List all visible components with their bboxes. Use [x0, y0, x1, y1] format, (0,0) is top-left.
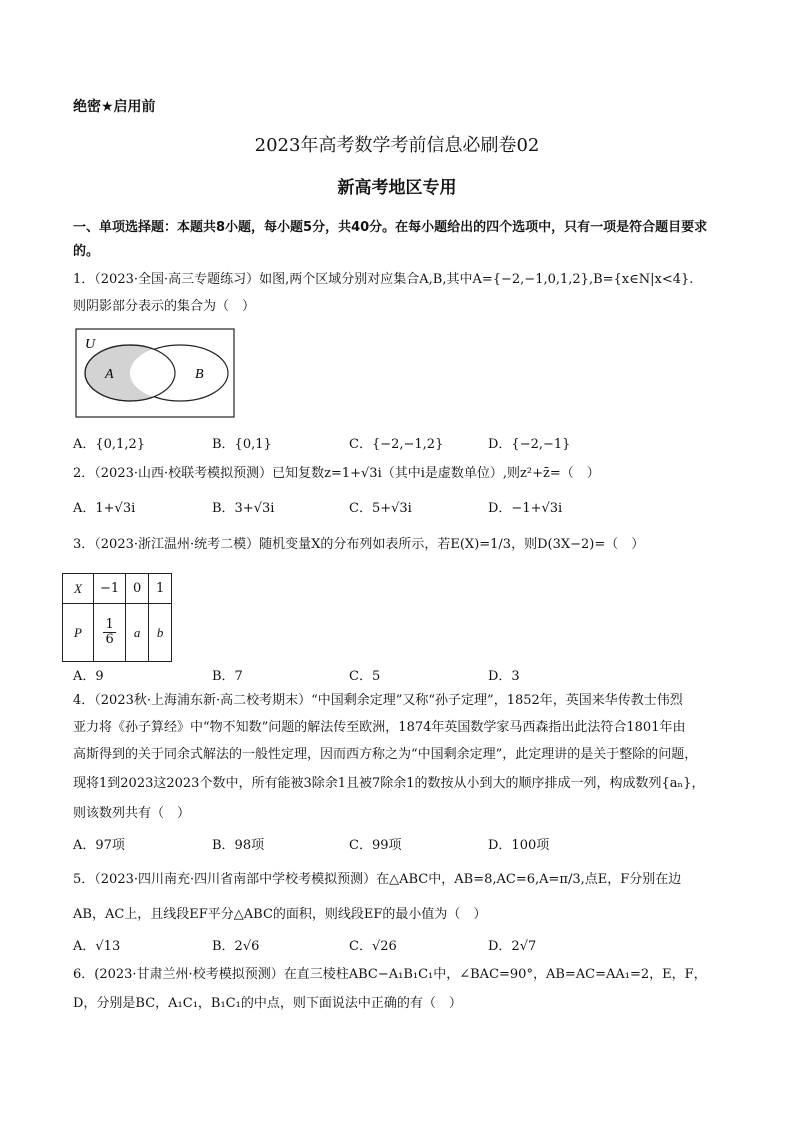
q1-option-a: A．{0,1,2} — [73, 437, 146, 452]
q5-stem-line2: AB，AC上，且线段EF平分△ABC的面积，则线段EF的最小值为（ ） — [73, 907, 487, 922]
table-cell-fraction — [94, 604, 126, 662]
q6-stem-line1: 6．(2023·甘肃兰州·校考模拟预测）在直三棱柱ABC−A₁B₁C₁中，∠BAC=90°，AB=AC=AA₁=2，E，F， — [73, 967, 707, 982]
q5-stem-line1: 5．（2023·四川南充·四川省南部中学校考模拟预测）在△ABC中，AB=8,AC=6,A=π/3,点E，F分别在边 — [73, 872, 682, 887]
q1-option-c: C．{−2,−1,2} — [349, 437, 444, 452]
section-heading: 一、单项选择题：本题共8小题，每小题5分，共40分。在每小题给出的四个选项中，只有一项是符合题目要求的。 — [73, 220, 708, 259]
q4-option-d: D．100项 — [488, 838, 550, 853]
venn-label-b: B — [195, 367, 204, 382]
table-cell: 1 — [149, 574, 172, 604]
q5-option-b: B．2√6 — [212, 939, 260, 954]
q4-stem-line4: 现将1到2023这2023个数中，所有能被3除余1且被7除余1的数按从小到大的顺序排成一列，构成数列{aₙ}， — [73, 776, 705, 791]
q1-stem-line2: 则阴影部分表示的集合为（ ） — [73, 299, 256, 314]
q5-option-d: D．2√7 — [488, 939, 537, 954]
q4-stem-line5: 则该数列共有（ ） — [73, 806, 191, 821]
table-cell: 0 — [126, 574, 149, 604]
q6-stem-line2: D，分别是BC，A₁C₁，B₁C₁的中点，则下面说法中正确的有（ ） — [73, 996, 462, 1011]
q2-stem: 2．（2023·山西·校联考模拟预测）已知复数z=1+√3i（其中i是虚数单位）,则z²+z̄=（ ） — [73, 466, 600, 481]
q4-option-a: A．97项 — [73, 838, 125, 853]
q5-option-c: C．√26 — [349, 939, 397, 954]
q3-option-d: D．3 — [488, 669, 520, 684]
fraction-denominator: 6 — [105, 632, 114, 647]
venn-label-u: U — [85, 337, 96, 352]
q2-option-a: A．1+√3i — [73, 501, 136, 516]
q3-option-a: A．9 — [73, 669, 104, 684]
confidential-label: 绝密★启用前 — [73, 99, 156, 115]
q4-stem-line2: 亚力将《孙子算经》中“物不知数”问题的解法传至欧洲，1874年英国数学家马西森指出此法符合1801年由 — [73, 720, 686, 735]
distribution-table — [62, 573, 172, 662]
q4-stem-line3: 高斯得到的关于同余式解法的一般性定理，因而西方称之为“中国剩余定理”，此定理讲的是关于整除的问题， — [73, 747, 698, 762]
q4-option-b: B．98项 — [212, 838, 265, 853]
venn-diagram — [75, 328, 237, 420]
table-cell: b — [149, 604, 172, 662]
q2-option-b: B．3+√3i — [212, 501, 275, 516]
exam-subtitle: 新高考地区专用 — [337, 178, 457, 198]
venn-label-a: A — [105, 367, 114, 382]
q1-option-d: D．{−2,−1} — [488, 437, 571, 452]
table-cell: X — [63, 574, 94, 604]
q2-option-c: C．5+√3i — [349, 501, 412, 516]
fraction-numerator: 1 — [105, 617, 114, 632]
q2-option-d: D．−1+√3i — [488, 501, 563, 516]
exam-title: 2023年高考数学考前信息必刷卷02 — [254, 135, 540, 156]
q5-option-a: A．√13 — [73, 939, 121, 954]
q1-option-b: B．{0,1} — [212, 437, 272, 452]
q4-option-c: C．99项 — [349, 838, 402, 853]
q3-option-b: B．7 — [212, 669, 243, 684]
q3-stem: 3．（2023·浙江温州·统考二模）随机变量X的分布列如表所示，若E(X)=1/3，则D(3X−2)=（ ） — [73, 537, 645, 552]
q1-stem-line1: 1．（2023·全国·高三专题练习）如图,两个区域分别对应集合A,B,其中A={−2,−1,0,1,2},B={x∈N|x<4}. — [73, 272, 694, 287]
table-cell: P — [63, 604, 94, 662]
q3-option-c: C．5 — [349, 669, 381, 684]
q4-stem-line1: 4．（2023秋·上海浦东新·高二校考期末）“中国剩余定理”又称“孙子定理”，1852年，英国来华传教士伟烈 — [73, 693, 683, 708]
table-cell: a — [126, 604, 149, 662]
table-cell: −1 — [94, 574, 126, 604]
